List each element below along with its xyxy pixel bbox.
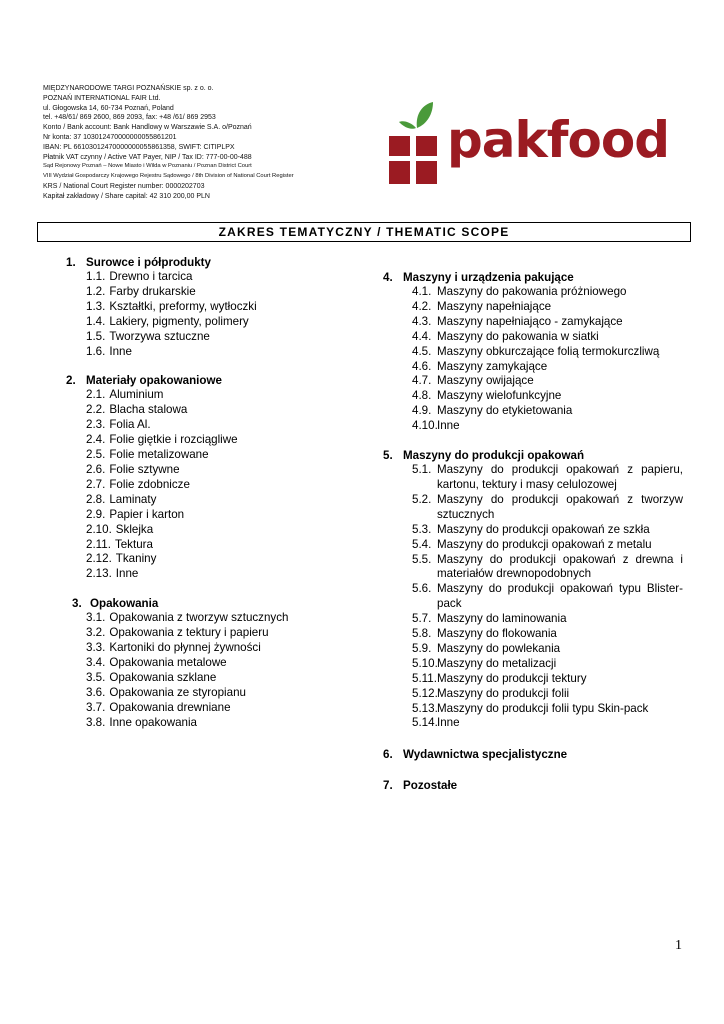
list-item [86, 641, 356, 656]
list-item [412, 702, 683, 717]
item-text: Aluminium [109, 388, 164, 402]
section-title: Maszyny i urządzenia pakujące [403, 271, 574, 284]
item-text: Maszyny do produkcji folii [437, 686, 570, 700]
gift-box-icon [387, 100, 447, 186]
section-heading [66, 255, 356, 270]
list-item [412, 300, 683, 315]
list-item [86, 463, 356, 478]
item-number: 5.13. [412, 701, 438, 715]
item-number: 2.3. [86, 418, 106, 432]
list-item [86, 300, 356, 315]
list-item [412, 374, 683, 389]
item-text: Folie giętkie i rozciągliwe [109, 433, 238, 447]
list-item [86, 552, 356, 567]
item-number: 3.3. [86, 641, 106, 655]
item-text: Opakowania szklane [109, 670, 217, 684]
company-line: MIĘDZYNARODOWE TARGI POZNAŃSKIE sp. z o. o. [43, 85, 214, 92]
section-title: Pozostałe [403, 779, 458, 793]
item-text: Maszyny do flokowania [437, 627, 557, 641]
item-text: Maszyny do produkcji opakowań ze szkła [437, 522, 650, 536]
item-text: Maszyny do metalizacji [437, 656, 557, 670]
section-title: Surowce i półprodukty [86, 256, 211, 269]
left-column [66, 255, 356, 744]
company-line: Kapitał zakładowy / Share capital: 42 310 200,00 PLN [43, 192, 210, 200]
item-text: Maszyny wielofunkcyjne [437, 389, 562, 403]
item-number: 4.2. [412, 299, 432, 313]
item-number: 1.2. [86, 284, 106, 298]
list-item [412, 582, 683, 612]
list-item [86, 538, 356, 553]
list-item [86, 508, 356, 523]
item-number: 4.8. [412, 389, 432, 403]
item-text: Maszyny do pakowania próżniowego [437, 285, 627, 298]
item-number: 5.2. [412, 492, 432, 506]
list-item [412, 315, 683, 330]
item-number: 4.5. [412, 344, 432, 358]
company-line: VIII Wydział Gospodarczy Krajowego Rejestru Sądowego / 8th Division of National Court Register [43, 173, 294, 180]
section-title: Opakowania [90, 597, 159, 611]
list-item [412, 419, 683, 434]
item-number: 3.2. [86, 626, 106, 640]
list-item [86, 567, 356, 582]
company-line: Konto / Bank account: Bank Handlowy w Warszawie S.A. o/Poznań [43, 124, 252, 132]
list-item [412, 523, 683, 538]
list-item [412, 330, 683, 345]
list-item [86, 315, 356, 330]
section-heading [383, 747, 683, 762]
item-text: Inne opakowania [109, 715, 198, 729]
item-text: Opakowania z tektury i papieru [109, 626, 269, 640]
item-text: Sklejka [115, 522, 154, 536]
item-text: Maszyny do produkcji opakowań z metalu [437, 537, 652, 551]
item-text: Opakowania ze styropianu [109, 685, 246, 699]
list-item [412, 553, 683, 583]
section-heading [66, 373, 356, 388]
company-line: IBAN: PL 66103012470000000055861358, SWIFT: CITIPLPX [43, 143, 235, 151]
section [66, 596, 356, 730]
item-text: Folie metalizowane [109, 448, 209, 462]
item-number: 5.7. [412, 612, 432, 626]
item-text: Maszyny owijające [437, 374, 534, 388]
item-text: Maszyny do produkcji opakowań typu Blister-pack [437, 582, 683, 611]
item-text: Inne [115, 567, 139, 581]
item-number: 5.5. [412, 552, 432, 566]
item-text: Farby drukarskie [109, 284, 196, 298]
item-number: 4.1. [412, 285, 432, 298]
section [383, 270, 683, 434]
item-number: 2.7. [86, 477, 106, 491]
list-item [86, 493, 356, 508]
item-number: 4.10. [412, 419, 438, 433]
item-text: Blacha stalowa [109, 403, 188, 417]
section-number: 1. [66, 256, 76, 269]
item-text: Maszyny do produkcji opakowań z drewna i materiałów drewnopodobnych [437, 552, 683, 581]
item-number: 2.10. [86, 522, 112, 536]
list-item [86, 448, 356, 463]
company-line: Płatnik VAT czynny / Active VAT Payer, NIP / Tax ID: 777-00-00-488 [43, 153, 252, 161]
list-item [412, 463, 683, 493]
list-item [412, 716, 683, 731]
section-number: 6. [383, 748, 393, 762]
item-number: 3.4. [86, 655, 106, 669]
section-number: 7. [383, 779, 393, 793]
item-text: Maszyny napełniająco - zamykające [437, 314, 623, 328]
item-list [86, 388, 356, 582]
item-text: Maszyny do pakowania w siatki [437, 329, 599, 343]
item-text: Lakiery, pigmenty, polimery [109, 314, 249, 328]
item-number: 1.1. [86, 270, 106, 283]
list-item [412, 672, 683, 687]
item-number: 2.2. [86, 403, 106, 417]
list-item [86, 285, 356, 300]
item-list [412, 463, 683, 731]
section-number: 4. [383, 271, 393, 284]
section-heading [383, 448, 683, 463]
section [383, 747, 683, 762]
list-item [86, 523, 356, 538]
item-number: 1.4. [86, 314, 106, 328]
list-item [86, 671, 356, 686]
item-number: 4.7. [412, 374, 432, 388]
item-number: 3.5. [86, 670, 106, 684]
item-text: Folia Al. [109, 418, 151, 432]
list-item [412, 627, 683, 642]
item-number: 4.3. [412, 314, 432, 328]
item-number: 2.6. [86, 462, 106, 476]
section-title: Wydawnictwa specjalistyczne [403, 748, 568, 762]
company-line: Sąd Rejonowy Poznań – Nowe Miasto i Wilda w Poznaniu / Poznan District Court [43, 163, 252, 170]
list-item [412, 404, 683, 419]
item-number: 5.14. [412, 716, 438, 730]
pakfood-logo [387, 100, 683, 186]
section [66, 255, 356, 359]
item-number: 5.4. [412, 537, 432, 551]
item-number: 2.4. [86, 433, 106, 447]
item-text: Kartoniki do płynnej żywności [109, 641, 261, 655]
item-number: 1.6. [86, 344, 106, 358]
logo-text: pakfood [447, 111, 670, 169]
list-item [412, 493, 683, 523]
item-number: 3.6. [86, 685, 106, 699]
section [383, 778, 683, 793]
item-text: Maszyny do powlekania [437, 641, 561, 655]
list-item [86, 403, 356, 418]
page-title: ZAKRES TEMATYCZNY / THEMATIC SCOPE [37, 222, 691, 242]
item-number: 3.8. [86, 715, 106, 729]
item-text: Folie sztywne [109, 462, 180, 476]
item-text: Inne [437, 716, 460, 730]
item-number: 5.9. [412, 641, 432, 655]
list-item [86, 716, 356, 731]
item-number: 5.3. [412, 522, 432, 536]
list-item [412, 657, 683, 672]
item-list [412, 285, 683, 434]
item-number: 4.9. [412, 404, 432, 418]
item-number: 4.4. [412, 329, 432, 343]
list-item [86, 656, 356, 671]
section [383, 448, 683, 731]
list-item [86, 330, 356, 345]
list-item [86, 626, 356, 641]
item-number: 2.9. [86, 507, 106, 521]
section-number: 5. [383, 449, 393, 463]
item-text: Maszyny zamykające [437, 359, 548, 373]
list-item [412, 687, 683, 702]
item-number: 5.8. [412, 627, 432, 641]
page-number: 1 [675, 938, 682, 953]
item-text: Opakowania z tworzyw sztucznych [109, 611, 289, 625]
item-text: Maszyny napełniające [437, 299, 552, 313]
item-number: 5.1. [412, 463, 432, 477]
section-heading [383, 270, 683, 285]
item-number: 5.12. [412, 686, 438, 700]
item-text: Drewno i tarcica [109, 270, 193, 283]
item-number: 2.11. [86, 537, 111, 551]
item-text: Folie zdobnicze [109, 477, 190, 491]
list-item [86, 478, 356, 493]
item-number: 5.6. [412, 582, 432, 596]
list-item [86, 388, 356, 403]
item-text: Tworzywa sztuczne [109, 329, 210, 343]
item-number: 2.1. [86, 388, 106, 402]
section-number: 3. [72, 597, 82, 611]
item-text: Maszyny do produkcji opakowań z tworzyw sztucznych [437, 492, 683, 521]
list-item [86, 611, 356, 626]
list-item [412, 389, 683, 404]
item-text: Laminaty [109, 492, 157, 506]
item-number: 2.12. [86, 552, 112, 566]
company-line: ul. Głogowska 14, 60-734 Poznań, Poland [43, 104, 174, 112]
item-text: Opakowania metalowe [109, 655, 227, 669]
item-text: Tkaniny [115, 552, 157, 566]
list-item [412, 360, 683, 375]
right-column [383, 270, 683, 809]
item-number: 4.6. [412, 359, 432, 373]
company-line: Nr konta: 37 103012470000000055861201 [43, 133, 177, 141]
section-number: 2. [66, 374, 76, 388]
item-text: Tektura [114, 537, 153, 551]
item-text: Maszyny do produkcji folii typu Skin-pack [437, 701, 649, 715]
section-heading [383, 778, 683, 793]
item-text: Papier i karton [109, 507, 185, 521]
item-text: Maszyny do produkcji tektury [437, 671, 587, 685]
list-item [412, 538, 683, 553]
company-line: KRS / National Court Register number: 0000202703 [43, 182, 205, 190]
item-text: Inne [109, 344, 132, 358]
list-item [86, 345, 356, 360]
company-info [43, 84, 363, 202]
item-text: Maszyny do etykietowania [437, 404, 573, 418]
list-item [86, 433, 356, 448]
item-text: Inne [437, 419, 460, 433]
item-text: Maszyny obkurczające folią termokurczliwą [437, 344, 660, 358]
item-number: 1.3. [86, 299, 106, 313]
item-list [86, 270, 356, 359]
item-number: 3.7. [86, 700, 106, 714]
company-line: tel. +48/61/ 869 2600, 869 2093, fax: +48 /61/ 869 2953 [43, 114, 216, 122]
list-item [412, 642, 683, 657]
item-list [86, 611, 356, 730]
list-item [412, 612, 683, 627]
company-line: POZNAŃ INTERNATIONAL FAIR Ltd. [43, 94, 161, 102]
item-number: 2.13. [86, 567, 112, 581]
item-number: 2.8. [86, 492, 106, 506]
section-title: Materiały opakowaniowe [86, 374, 222, 388]
list-item [412, 285, 683, 300]
item-number: 1.5. [86, 329, 106, 343]
list-item [412, 345, 683, 360]
list-item [86, 418, 356, 433]
section-heading [72, 596, 356, 611]
item-number: 5.10. [412, 656, 438, 670]
item-number: 2.5. [86, 448, 106, 462]
item-number: 5.11. [412, 671, 437, 685]
section [66, 373, 356, 582]
item-number: 3.1. [86, 611, 106, 625]
item-text: Maszyny do produkcji opakowań z papieru, kartonu, tektury i masy celulozowej [437, 463, 683, 491]
list-item [86, 686, 356, 701]
item-text: Kształtki, preformy, wytłoczki [109, 299, 257, 313]
section-title: Maszyny do produkcji opakowań [403, 449, 585, 463]
item-text: Maszyny do laminowania [437, 612, 567, 626]
list-item [86, 701, 356, 716]
list-item [86, 270, 356, 285]
item-text: Opakowania drewniane [109, 700, 231, 714]
